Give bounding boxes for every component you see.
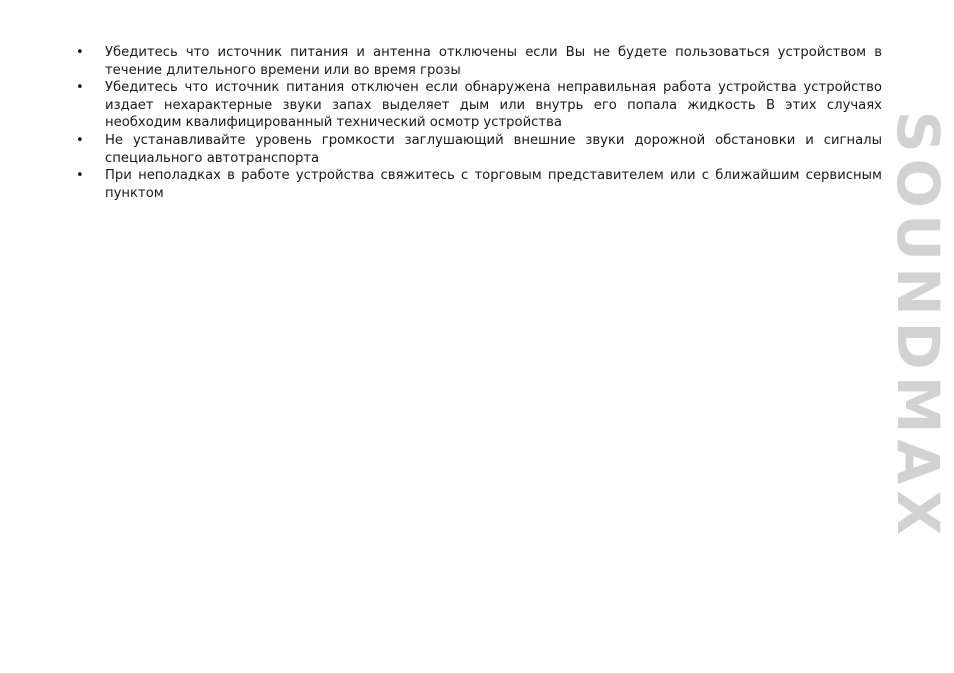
list-item (76, 44, 882, 79)
bullet-marker: • (76, 80, 84, 96)
list-item (76, 167, 882, 202)
bullet-marker: • (76, 45, 84, 60)
brand-watermark: SOUNDMAX (884, 110, 952, 542)
list-item-text: Убедитесь что источник питания отключен если обнаружена неправильная работа устройства устройство издает нехарактерные звуки запах выделяет дым или внутрь его попала жидкость В этих случаях необходим квалифицированный технический осмотр устройства (105, 80, 882, 131)
list-item-text: Убедитесь что источник питания и антенна отключены если Вы не будете пользоваться устройством в течение длительного времени или во время грозы (105, 45, 882, 78)
list-item-text: Не устанавливайте уровень громкости заглушающий внешние звуки дорожной обстановки и сигналы специального автотранспорта (105, 132, 882, 166)
safety-bullet-list (76, 44, 882, 202)
bullet-marker: • (76, 168, 84, 184)
list-item-text: При неполадках в работе устройства свяжитесь с торговым представителем или с ближайшим сервисным пунктом (105, 168, 882, 201)
bullet-marker: • (76, 132, 84, 148)
list-item (76, 79, 882, 132)
list-item (76, 132, 882, 167)
